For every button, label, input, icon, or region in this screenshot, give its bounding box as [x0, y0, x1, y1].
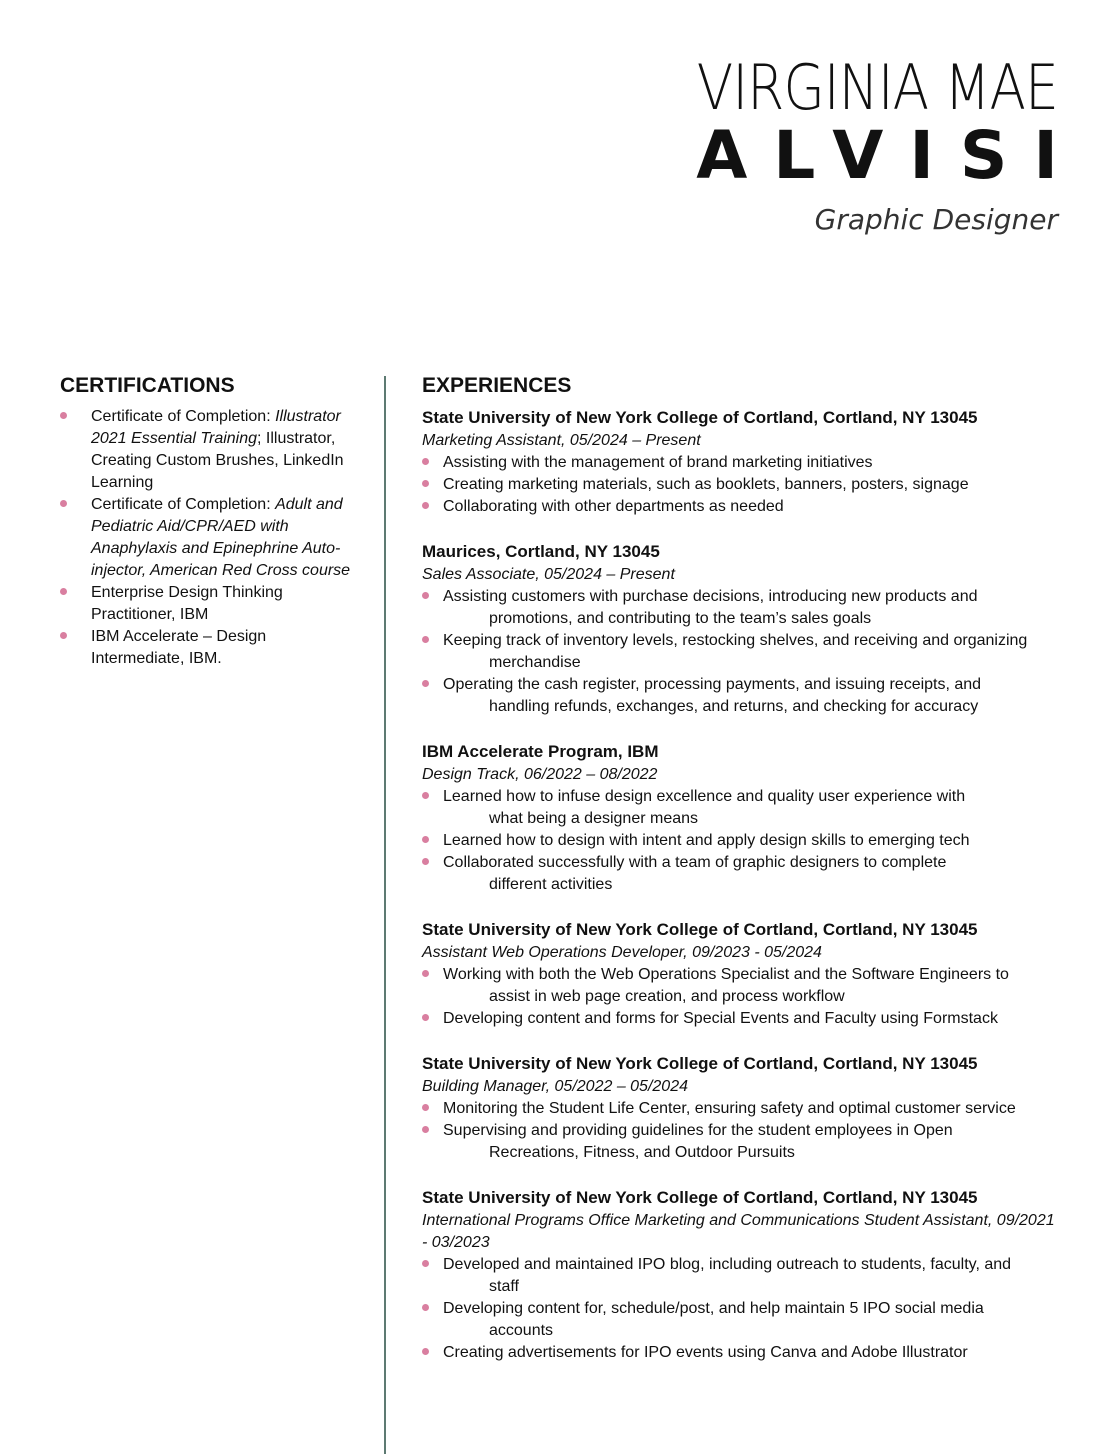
- job-role: Assistant Web Operations Developer, 09/2023 - 05/2024: [422, 944, 822, 961]
- experiences-section: [422, 372, 1062, 1386]
- bullet-text: Developing content for, schedule/post, and help maintain 5 IPO social media: [443, 1300, 984, 1317]
- column-divider: [384, 376, 386, 1454]
- job-bullet-item: [422, 964, 1062, 1008]
- bullet-icon: [422, 1304, 429, 1311]
- bullet-text-cont: promotions, and contributing to the team’s sales goals: [489, 610, 872, 627]
- last-name: ALVISI: [696, 117, 1084, 194]
- job-bullet-item: [422, 496, 1062, 518]
- bullet-text: Assisting customers with purchase decisions, introducing new products and: [443, 588, 978, 605]
- job-bullet-item: [422, 630, 1062, 674]
- job-bullet-item: [422, 1254, 1062, 1298]
- job-organization: State University of New York College of Cortland, Cortland, NY 13045: [422, 920, 978, 939]
- bullet-icon: [422, 836, 429, 843]
- job-bullets: [422, 452, 1062, 518]
- job-entry: [422, 1052, 1062, 1164]
- certifications-list: [60, 406, 360, 670]
- bullet-text-cont: assist in web page creation, and process workflow: [489, 988, 845, 1005]
- job-title: Graphic Designer: [814, 203, 1058, 236]
- bullet-text: Working with both the Web Operations Specialist and the Software Engineers to: [443, 966, 1009, 983]
- bullet-text-cont: different activities: [489, 876, 613, 893]
- bullet-text-cont: accounts: [489, 1322, 554, 1339]
- job-bullet-item: [422, 852, 1062, 896]
- job-bullet-item: [422, 830, 1062, 852]
- certification-text: IBM Accelerate – Design Intermediate, IBM.: [91, 628, 267, 667]
- job-role: Design Track, 06/2022 – 08/2022: [422, 766, 658, 783]
- job-role: Marketing Assistant, 05/2024 – Present: [422, 432, 701, 449]
- job-role: Sales Associate, 05/2024 – Present: [422, 566, 675, 583]
- bullet-text: Learned how to infuse design excellence and quality user experience with: [443, 788, 966, 805]
- bullet-text: Learned how to design with intent and apply design skills to emerging tech: [443, 832, 970, 849]
- bullet-icon: [422, 636, 429, 643]
- certification-item: [60, 406, 360, 494]
- job-role: International Programs Office Marketing and Communications Student Assistant, 09/2021 - 03/2023: [422, 1212, 1055, 1251]
- resume-header: [638, 51, 1084, 238]
- bullet-icon: [60, 500, 67, 507]
- bullet-text: Creating advertisements for IPO events using Canva and Adobe Illustrator: [443, 1344, 968, 1361]
- job-organization: State University of New York College of Cortland, Cortland, NY 13045: [422, 1054, 978, 1073]
- job-bullet-item: [422, 1120, 1062, 1164]
- job-bullets: [422, 786, 1062, 896]
- bullet-icon: [422, 792, 429, 799]
- certification-text: Enterprise Design Thinking Practitioner, IBM: [91, 584, 283, 623]
- job-bullet-item: [422, 674, 1062, 718]
- certification-item: [60, 494, 360, 582]
- bullet-text-cont: merchandise: [489, 654, 581, 671]
- certification-course: Illustrator 2021 Essential Training: [91, 408, 341, 447]
- bullet-icon: [422, 1348, 429, 1355]
- bullet-icon: [422, 592, 429, 599]
- job-organization: IBM Accelerate Program, IBM: [422, 742, 659, 761]
- bullet-text: Assisting with the management of brand marketing initiatives: [443, 454, 873, 471]
- first-names: VIRGINIA MAE: [696, 51, 1058, 124]
- job-bullets: [422, 964, 1062, 1030]
- bullet-text: Developed and maintained IPO blog, including outreach to students, faculty, and: [443, 1256, 1012, 1273]
- certification-text-cont: ; Illustrator, Creating Custom Brushes, LinkedIn Learning: [91, 430, 344, 491]
- bullet-icon: [422, 458, 429, 465]
- job-bullet-item: [422, 1008, 1062, 1030]
- certification-item: [60, 626, 360, 670]
- bullet-text: Collaborated successfully with a team of graphic designers to complete: [443, 854, 947, 871]
- certification-text: Certificate of Completion:: [91, 408, 276, 425]
- job-organization: Maurices, Cortland, NY 13045: [422, 542, 660, 561]
- bullet-text: Creating marketing materials, such as booklets, banners, posters, signage: [443, 476, 969, 493]
- bullet-icon: [60, 632, 67, 639]
- job-entry: [422, 406, 1062, 518]
- certification-course: Adult and Pediatric Aid/CPR/AED with Anaphylaxis and Epinephrine Auto-injector, American Red Cross course: [91, 496, 351, 579]
- bullet-icon: [422, 1126, 429, 1133]
- certifications-section: [60, 372, 360, 670]
- job-entry: [422, 1186, 1062, 1364]
- bullet-icon: [422, 680, 429, 687]
- job-role: Building Manager, 05/2022 – 05/2024: [422, 1078, 688, 1095]
- bullet-icon: [422, 858, 429, 865]
- certification-text: Certificate of Completion:: [91, 496, 276, 513]
- bullet-icon: [422, 970, 429, 977]
- bullet-text-cont: staff: [489, 1278, 519, 1295]
- bullet-text-cont: handling refunds, exchanges, and returns, and checking for accuracy: [489, 698, 979, 715]
- certification-item: [60, 582, 360, 626]
- bullet-icon: [422, 502, 429, 509]
- bullet-text: Supervising and providing guidelines for the student employees in Open: [443, 1122, 953, 1139]
- job-bullet-item: [422, 1098, 1062, 1120]
- experiences-list: [422, 406, 1062, 1364]
- job-bullets: [422, 1098, 1062, 1164]
- bullet-icon: [422, 1014, 429, 1021]
- job-organization: State University of New York College of Cortland, Cortland, NY 13045: [422, 1188, 978, 1207]
- bullet-text: Operating the cash register, processing payments, and issuing receipts, and: [443, 676, 982, 693]
- job-bullet-item: [422, 786, 1062, 830]
- job-bullet-item: [422, 1342, 1062, 1364]
- job-bullet-item: [422, 586, 1062, 630]
- bullet-icon: [60, 588, 67, 595]
- bullet-text: Collaborating with other departments as needed: [443, 498, 784, 515]
- job-entry: [422, 918, 1062, 1030]
- bullet-text-cont: Recreations, Fitness, and Outdoor Pursuits: [489, 1144, 795, 1161]
- job-entry: [422, 540, 1062, 718]
- job-bullet-item: [422, 1298, 1062, 1342]
- bullet-icon: [60, 412, 67, 419]
- experiences-heading: EXPERIENCES: [422, 374, 572, 397]
- job-organization: State University of New York College of Cortland, Cortland, NY 13045: [422, 408, 978, 427]
- bullet-text-cont: what being a designer means: [489, 810, 699, 827]
- bullet-icon: [422, 1260, 429, 1267]
- job-bullet-item: [422, 474, 1062, 496]
- job-bullets: [422, 586, 1062, 718]
- certifications-heading: CERTIFICATIONS: [60, 374, 235, 397]
- job-entry: [422, 740, 1062, 896]
- bullet-icon: [422, 1104, 429, 1111]
- bullet-text: Monitoring the Student Life Center, ensuring safety and optimal customer service: [443, 1100, 1016, 1117]
- bullet-text: Keeping track of inventory levels, restocking shelves, and receiving and organizing: [443, 632, 1028, 649]
- bullet-icon: [422, 480, 429, 487]
- job-bullets: [422, 1254, 1062, 1364]
- bullet-text: Developing content and forms for Special Events and Faculty using Formstack: [443, 1010, 998, 1027]
- job-bullet-item: [422, 452, 1062, 474]
